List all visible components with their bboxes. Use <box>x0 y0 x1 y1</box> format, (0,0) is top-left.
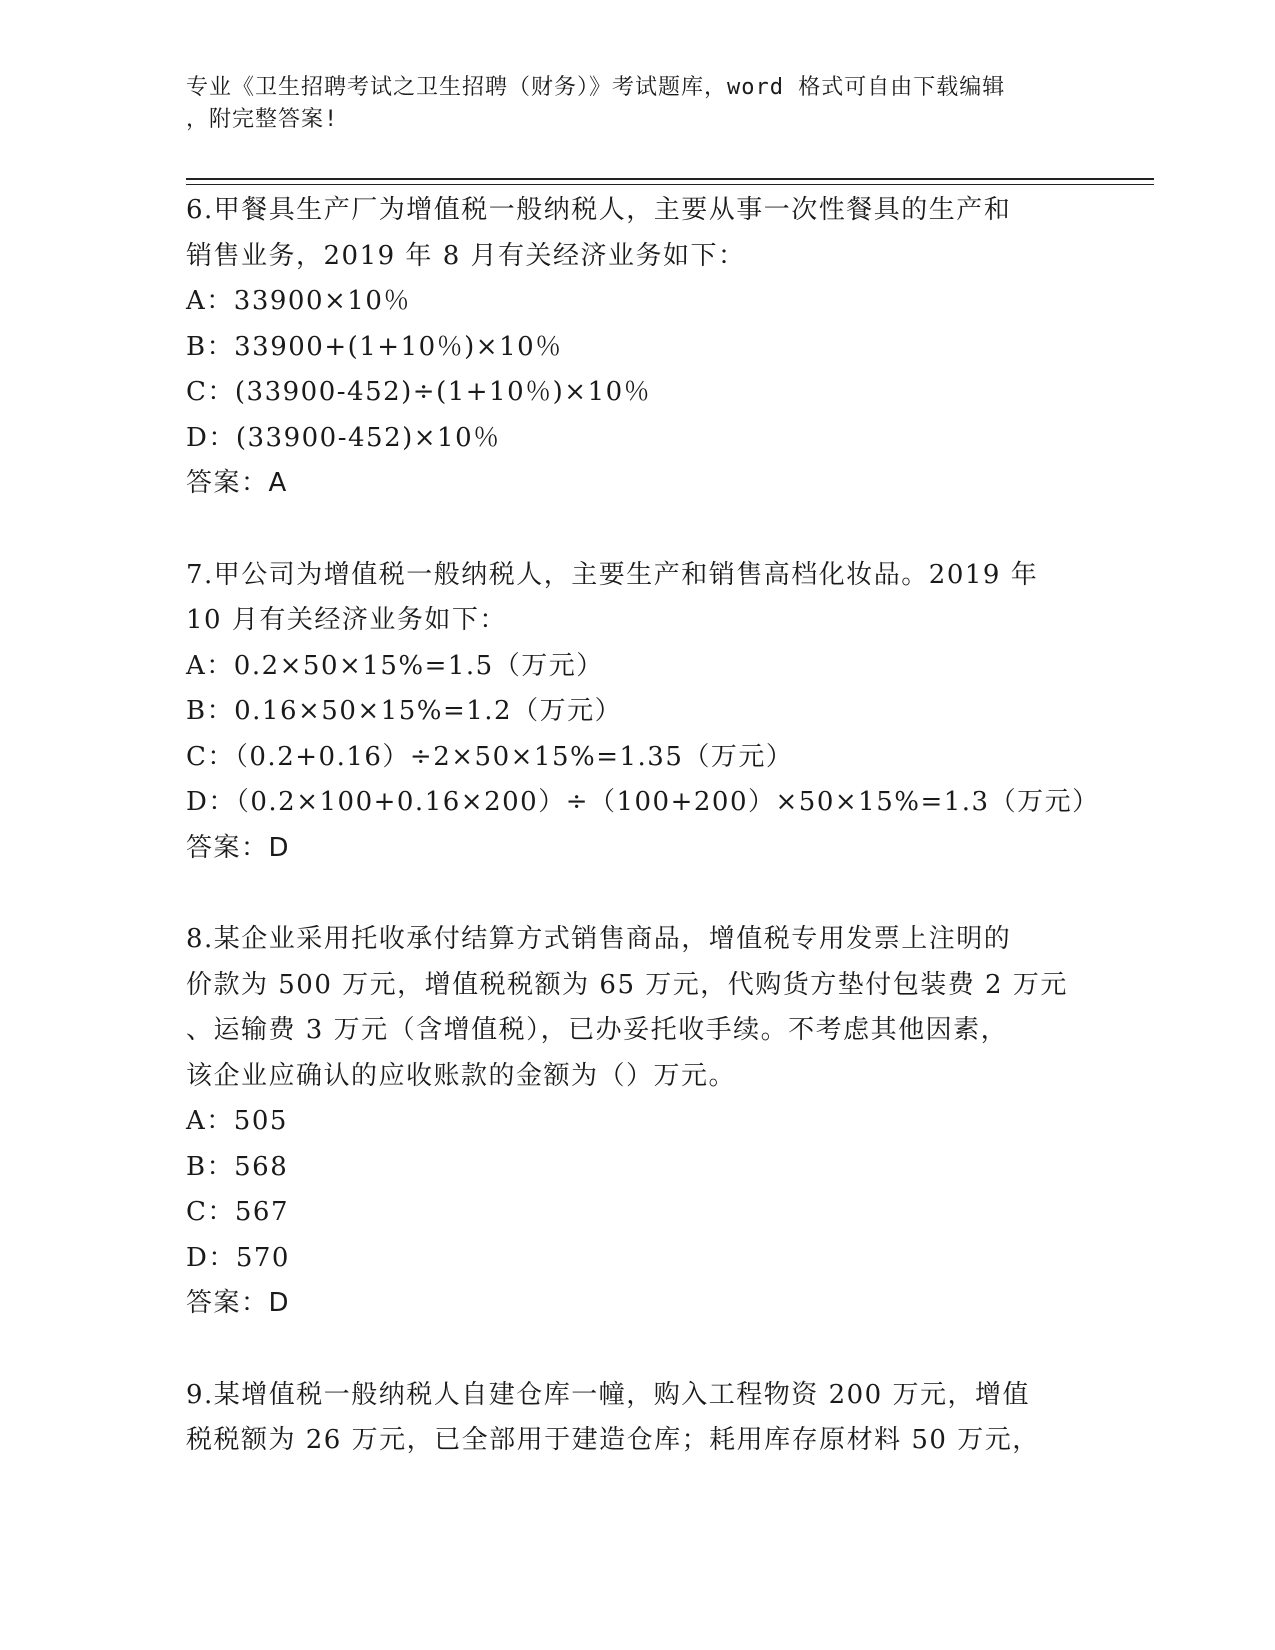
option-c: C：（0.2+0.16）÷2×50×15%=1.35（万元） <box>186 741 794 772</box>
answer-label: 答案：D <box>186 832 291 863</box>
question-list <box>186 188 1100 1510</box>
answer-label: 答案：D <box>186 1288 291 1318</box>
header-divider-thin <box>186 184 1154 185</box>
option-d: D：（0.2×100+0.16×200）÷（100+200）×50×15%=1.3（万元） <box>186 787 1100 817</box>
question-stem-line: 、运输费 3 万元（含增值税），已办妥托收手续。不考虑其他因素， <box>186 1015 1009 1045</box>
option-c: C：567 <box>186 1197 290 1227</box>
question-9 <box>186 1373 1086 1464</box>
question-stem-line: 6.甲餐具生产厂为增值税一般纳税人，主要从事一次性餐具的生产和 <box>186 195 1012 225</box>
header-line-1: 专业《卫生招聘考试之卫生招聘（财务）》考试题库，word 格式可自由下载编辑 <box>186 75 1006 100</box>
option-d: D：(33900-452)×10％ <box>186 422 501 453</box>
question-stem-line: 10 月有关经济业务如下： <box>186 605 507 635</box>
document-header <box>186 72 1066 136</box>
question-stem-line: 该企业应确认的应收账款的金额为（）万元。 <box>186 1060 737 1091</box>
question-stem-line: 8.某企业采用托收承付结算方式销售商品，增值税专用发票上注明的 <box>186 924 1012 954</box>
question-stem-line: 7.甲公司为增值税一般纳税人，主要生产和销售高档化妆品。2019 年 <box>186 559 1039 590</box>
option-a: A：33900×10％ <box>186 286 411 316</box>
header-line-2: ，附完整答案! <box>186 107 339 132</box>
question-6 <box>186 188 1086 507</box>
option-c: C：(33900-452)÷(1+10％)×10％ <box>186 377 652 407</box>
header-divider-thick <box>186 178 1154 180</box>
question-stem-line: 销售业务，2019 年 8 月有关经济业务如下： <box>186 240 746 271</box>
question-7 <box>186 553 1100 872</box>
option-a: A：505 <box>186 1106 288 1136</box>
option-b: B：0.16×50×15%=1.2（万元） <box>186 696 623 726</box>
answer-label: 答案：A <box>186 468 288 498</box>
option-a: A：0.2×50×15%=1.5（万元） <box>186 650 604 681</box>
option-d: D：570 <box>186 1242 290 1273</box>
option-b: B：33900+(1+10％)×10％ <box>186 331 563 362</box>
option-b: B：568 <box>186 1151 289 1182</box>
question-stem-line: 价款为 500 万元，增值税税额为 65 万元，代购货方垫付包装费 2 万元 <box>186 969 1068 1000</box>
question-stem-line: 税税额为 26 万元，已全部用于建造仓库；耗用库存原材料 50 万元， <box>186 1425 1040 1455</box>
question-8 <box>186 917 1086 1327</box>
question-stem-line: 9.某增值税一般纳税人自建仓库一幢，购入工程物资 200 万元，增值 <box>186 1379 1030 1410</box>
